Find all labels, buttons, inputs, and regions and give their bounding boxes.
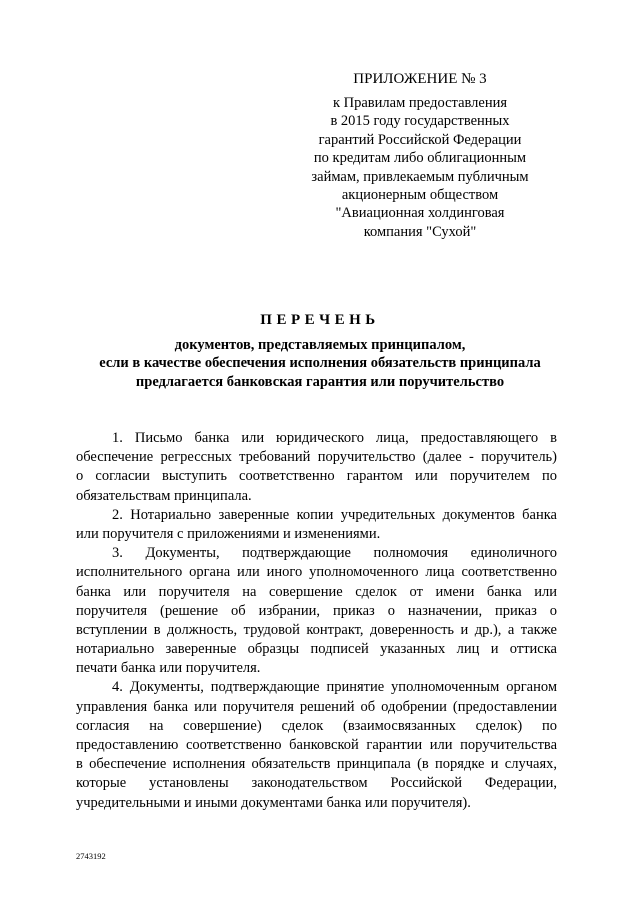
appendix-line: компания "Сухой"	[363, 223, 477, 240]
list-item-2	[76, 506, 557, 544]
appendix-line: гарантий Российской Федерации	[318, 131, 522, 148]
list-item-1	[76, 429, 557, 506]
document-heading: ПЕРЕЧЕНЬ	[260, 312, 380, 328]
appendix-line: займам, привлекаемым публичным	[311, 168, 529, 185]
appendix-line: к Правилам предоставления	[332, 95, 508, 111]
text-line: в обеспечение исполнения обязательств принципала (в порядке и случаях,	[76, 756, 557, 773]
appendix-block	[300, 70, 540, 241]
text-line: 3. Документы, подтверждающие полномочия единоличного	[112, 545, 557, 562]
appendix-line: по кредитам либо облигационным	[313, 150, 527, 167]
subheading-line: документов, представляемых принципалом,	[174, 337, 466, 353]
text-line: 2. Нотариально заверенные копии учредительных документов банка	[112, 506, 557, 523]
document-subheading	[60, 336, 580, 391]
text-line: исполнительного органа или иного уполномоченного лица соответственно	[76, 564, 557, 581]
text-line: банка или поручителя на совершение сделок от имени банка или	[76, 583, 557, 600]
document-code: 2743192	[76, 851, 106, 861]
text-line: предоставлению соответственно банковской гарантии или поручительства	[76, 737, 557, 753]
text-line: печати банка или поручителя.	[76, 660, 261, 677]
list-item-3	[76, 544, 557, 678]
appendix-line: "Авиационная холдинговая	[335, 205, 505, 222]
list-item-4	[76, 678, 557, 812]
text-line: обязательствам принципала.	[76, 487, 252, 504]
text-line: вступлении в должность, трудовой контракт, доверенность и др.), а также	[76, 621, 557, 638]
text-line: управления банка или поручителя решений об одобрении (предоставлении	[76, 698, 557, 715]
appendix-line: в 2015 году государственных	[330, 113, 510, 130]
text-line: о согласии выступить соответственно гарантом или поручителем по	[76, 468, 557, 485]
subheading-line: предлагается банковская гарантия или поручительство	[135, 373, 505, 390]
text-line: учредительными и иными документами банка или поручителя).	[76, 794, 471, 811]
text-line: нотариально заверенные образцы подписей указанных лиц и оттиска	[76, 641, 557, 658]
text-line: согласия на совершение) сделок (взаимосвязанных сделок) по	[76, 717, 557, 734]
subheading-line: если в качестве обеспечения исполнения обязательств принципала	[99, 355, 541, 372]
text-line: поручителя (решение об избрании, приказ о назначении, приказ о	[76, 602, 557, 619]
appendix-line: акционерным обществом	[341, 187, 499, 204]
text-line: обеспечение регрессных требований поручительство (далее - поручитель)	[76, 449, 557, 466]
text-line: которые установлены законодательством Российской Федерации,	[76, 775, 557, 792]
text-line: 1. Письмо банка или юридического лица, предоставляющего в	[112, 430, 557, 446]
document-body	[76, 429, 557, 813]
text-line: или поручителя с приложениями и изменениями.	[76, 525, 381, 542]
text-line: 4. Документы, подтверждающие принятие уполномоченным органом	[112, 679, 557, 696]
appendix-title: ПРИЛОЖЕНИЕ № 3	[353, 71, 487, 87]
